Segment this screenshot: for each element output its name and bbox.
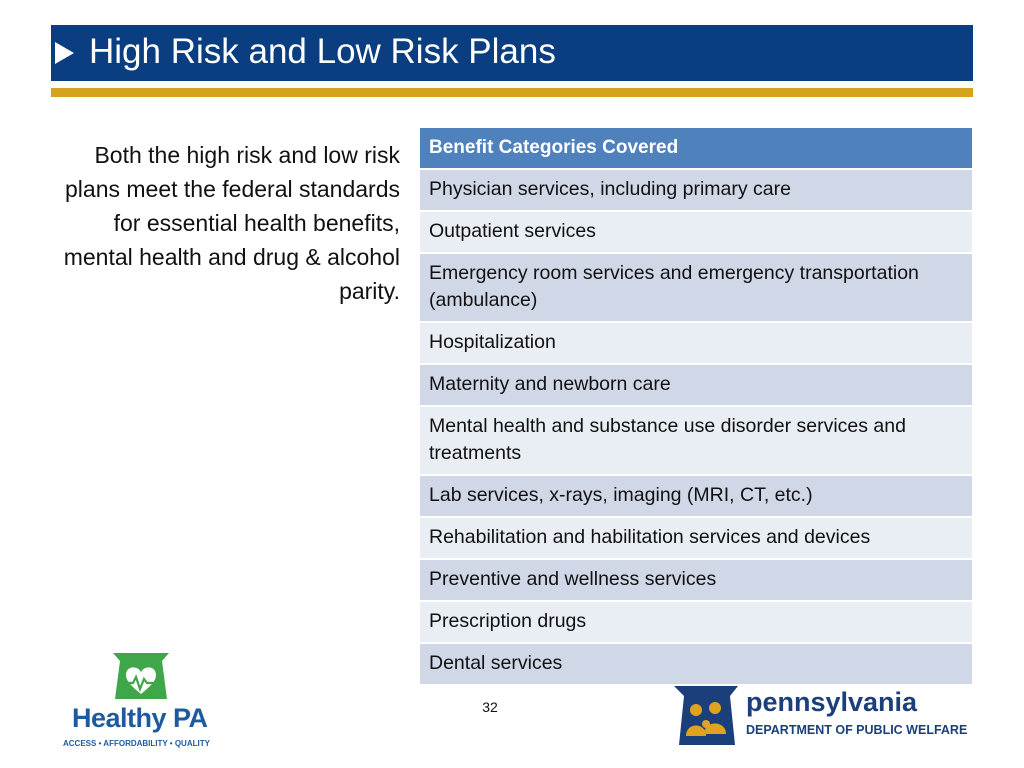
table-row [420,406,972,475]
table-cell: Physician services, including primary care [420,169,972,211]
arrow-bullet-icon [55,42,74,64]
healthy-pa-logo [58,650,228,755]
table-header-row [420,128,972,169]
table-cell: Rehabilitation and habilitation services and devices [420,517,972,559]
page-number: 32 [482,699,498,715]
table-row [420,364,972,406]
pennsylvania-dpw-logo [672,684,972,748]
title-bar [51,25,973,81]
table-row [420,322,972,364]
keystone-family-icon [672,684,740,748]
table-row [420,559,972,601]
slide-title: High Risk and Low Risk Plans [89,32,556,71]
table-cell: Maternity and newborn care [420,364,972,406]
table-cell: Mental health and substance use disorder services and treatments [420,406,972,475]
department-name: DEPARTMENT OF PUBLIC WELFARE [746,723,968,737]
table-row [420,643,972,684]
table-cell: Dental services [420,643,972,684]
healthy-pa-name: Healthy PA [72,703,208,733]
benefit-categories-table [420,128,972,684]
healthy-pa-tagline: ACCESS • AFFORDABILITY • QUALITY [63,739,210,748]
table-header: Benefit Categories Covered [420,128,972,169]
keystone-heart-icon [58,650,228,705]
table-cell: Outpatient services [420,211,972,253]
table-row [420,475,972,517]
table-cell: Preventive and wellness services [420,559,972,601]
intro-text: Both the high risk and low risk plans meet the federal standards for essential health benefits, mental health and drug & alcohol parity. [63,142,400,304]
pennsylvania-name: pennsylvania [746,687,918,717]
table-row [420,211,972,253]
table-row [420,601,972,643]
table-cell: Prescription drugs [420,601,972,643]
table-cell: Emergency room services and emergency transportation (ambulance) [420,253,972,322]
table-row [420,517,972,559]
table-row [420,169,972,211]
gold-divider [51,88,973,97]
table-cell: Hospitalization [420,322,972,364]
table-cell: Lab services, x-rays, imaging (MRI, CT, etc.) [420,475,972,517]
table-row [420,253,972,322]
